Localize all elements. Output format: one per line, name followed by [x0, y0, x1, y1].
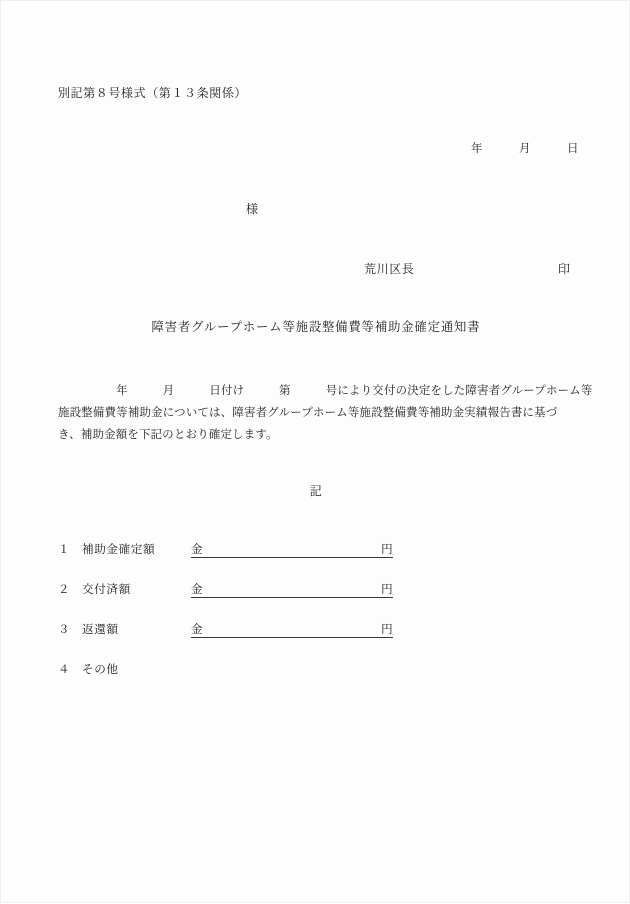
document-body: [1, 1, 630, 904]
issuer-name: 荒川区長: [364, 262, 415, 276]
amount-input-field[interactable]: [191, 581, 393, 598]
body-line: 年 月 日付け 第 号により交付の決定をした障害者グループホーム等: [58, 383, 593, 397]
item-label: その他: [82, 662, 119, 676]
seal-mark: 印: [558, 262, 571, 276]
ki-section-marker: 記: [309, 484, 323, 498]
date-line: 年 月 日: [471, 141, 579, 155]
amount-input-field[interactable]: [191, 621, 393, 638]
body-paragraph: [58, 379, 593, 445]
list-item: [58, 541, 578, 581]
currency-unit: 円: [381, 542, 393, 556]
amount-value[interactable]: [209, 581, 373, 596]
addressee-honorific: 様: [246, 202, 259, 216]
page-title: 障害者グループホーム等施設整備費等補助金確定通知書: [151, 320, 481, 334]
item-number: １: [58, 542, 70, 556]
body-line: き、補助金額を下記のとおり確定します。: [58, 427, 278, 441]
item-label: 返還額: [82, 622, 119, 636]
body-line: 施設整備費等補助金については、障害者グループホーム等施設整備費等補助金実績報告書に基づ: [58, 405, 558, 419]
item-label: 補助金確定額: [82, 542, 156, 556]
list-item: [58, 621, 578, 661]
itemized-list: [58, 541, 578, 701]
list-item: [58, 581, 578, 621]
item-number: ２: [58, 582, 70, 596]
item-label: 交付済額: [82, 582, 131, 596]
item-number: ３: [58, 622, 70, 636]
list-item: [58, 661, 578, 701]
amount-input-field[interactable]: [191, 541, 393, 558]
currency-prefix: 金: [191, 622, 203, 636]
currency-prefix: 金: [191, 582, 203, 596]
form-number: 別記第８号様式（第１３条関係）: [58, 86, 248, 100]
amount-value[interactable]: [209, 621, 373, 636]
item-number: ４: [58, 662, 70, 676]
currency-unit: 円: [381, 582, 393, 596]
amount-value[interactable]: [209, 541, 373, 556]
currency-unit: 円: [381, 622, 393, 636]
issuer-row: [1, 260, 630, 280]
currency-prefix: 金: [191, 542, 203, 556]
